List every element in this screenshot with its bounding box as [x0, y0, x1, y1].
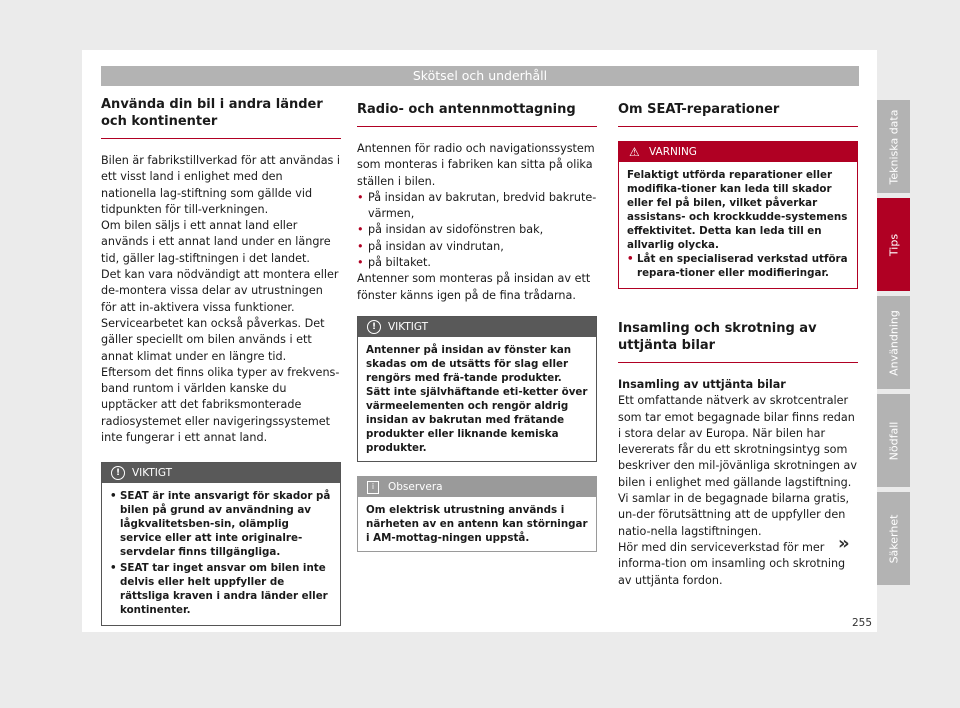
paragraph: Ett omfattande nätverk av skrotcentraler som tar emot begagnade bilar finns redan i stora delar av Europa. När bilen har levererats får du ett skrotningsintyg som beskriver den mil-jövänliga skrotningen av bilen i enlighet med gällande lagstiftning. [618, 394, 857, 489]
paragraph: Hör med din serviceverkstad för mer informa-tion om insamling och skrotning av uttjänta fordon. [618, 540, 846, 587]
notice-header [102, 463, 340, 483]
list-item: • på insidan av vindrutan, [357, 239, 597, 255]
notice-content [102, 483, 340, 625]
list-item: • på biltaket. [357, 255, 597, 271]
warning-content [619, 162, 857, 288]
warning-text: Felaktigt utförda reparationer eller modifika-tioner kan leda till skador eller fel på bilen, vilket påverkar assistans- och krockkudde-systemens effektivitet. Detta kan leda till en allvarlig olycka. [627, 169, 848, 251]
paragraph: Om bilen säljs i ett annat land eller används i ett annat land under en längre tid, gäller lag-stiftningen i det landet. [101, 219, 331, 265]
tab-anvandning[interactable]: Användning [877, 296, 910, 389]
column-3 [618, 96, 858, 589]
chapter-header: Skötsel och underhåll [101, 66, 859, 86]
column-2 [357, 96, 597, 552]
notice-item: • SEAT är inte ansvarigt för skador på bilen på grund av användning av lågkvalitetsben-sin, olämplig service eller att inte originalre-servdelar finns tillgängliga. [110, 490, 331, 559]
info-circle-icon: ! [111, 466, 125, 480]
tab-tips[interactable]: Tips [877, 198, 910, 291]
bullet-icon: • [627, 253, 634, 265]
info-circle-icon: ! [367, 320, 381, 334]
antenna-location-list [357, 190, 597, 271]
bullet-icon: • [110, 562, 117, 575]
notice-label: VIKTIGT [132, 467, 173, 480]
bullet-icon: • [357, 223, 364, 237]
column-1 [101, 96, 341, 626]
section-title-repairs: Om SEAT-reparationer [618, 96, 858, 127]
notice-text: Antenner på insidan av fönster kan skadas om de utsätts för slag eller rengörs med frä-tande produkter. Sätt inte självhäftande eti-ketter över värmeelementen och rengör aldrig insidan av bakrutan med frätande produkter eller liknande kemiska produkter. [366, 343, 588, 454]
tab-sakerhet[interactable]: Säkerhet [877, 492, 910, 585]
section-title-scrapping: Insamling och skrotning av uttjänta bilar [618, 315, 858, 363]
section-body [618, 393, 858, 589]
paragraph: Det kan vara nödvändigt att montera eller de-montera vissa delar av utrustningen för att in-aktivera vissa funktioner. Servicearbetet kan också påverkas. Det gäller speciellt om bilen används i ett annat klimat under en längre tid. [101, 268, 339, 363]
warning-triangle-icon: ⚠ [629, 145, 640, 159]
bullet-icon: • [357, 239, 364, 253]
observe-text: Om elektrisk utrustning används i närheten av en antenn kan störningar i AM-mottag-ningen uppstå. [366, 503, 588, 544]
notice-label: VIKTIGT [388, 320, 429, 333]
observe-content [358, 497, 596, 551]
tab-tekniska-data[interactable]: Tekniska data [877, 100, 910, 193]
note-icon: i [367, 481, 379, 494]
observe-label: Observera [388, 480, 443, 493]
notice-box [357, 316, 597, 462]
observe-header [358, 477, 596, 497]
tab-nodfall[interactable]: Nödfall [877, 394, 910, 487]
paragraph: Antenner som monteras på insidan av ett fönster känns igen på de fina trådarna. [357, 272, 591, 302]
continued-arrow-icon: » [838, 533, 850, 554]
paragraph: Vi samlar in de begagnade bilarna gratis, un-der förutsättning att de uppfyller den natio-nella lagstiftningen. [618, 492, 850, 538]
subsection-title: Insamling av uttjänta bilar [618, 378, 786, 391]
page-number: 255 [852, 617, 873, 629]
paragraph: Antennen för radio och navigationssystem som monteras i fabriken kan sitta på olika ställen i bilen. [357, 142, 595, 188]
warning-header [619, 142, 857, 162]
list-item: • På insidan av bakrutan, bredvid bakrute-värmen, [357, 190, 597, 221]
bullet-icon: • [110, 490, 117, 503]
warning-box [618, 141, 858, 289]
warning-item: • Låt en specialiserad verkstad utföra repara-tioner eller modifieringar. [627, 253, 848, 279]
warning-label: VARNING [649, 146, 697, 158]
notice-content [358, 337, 596, 461]
notice-item: • SEAT tar inget ansvar om bilen inte delvis eller helt uppfyller de rättsliga kraven i andra länder eller kontinenter. [110, 562, 328, 617]
section-title-other-countries: Använda din bil i andra länder och kontinenter [101, 96, 341, 139]
section-title-radio: Radio- och antennmottagning [357, 96, 597, 127]
section-body [101, 153, 341, 446]
list-item: • på insidan av sidofönstren bak, [357, 222, 597, 238]
notice-box [101, 462, 341, 626]
paragraph: Bilen är fabrikstillverkad för att användas i ett visst land i enlighet med den nationella lag-stiftning som gällde vid tidpunkten för till-verkningen. [101, 154, 341, 216]
observe-box [357, 476, 597, 552]
section-body [357, 141, 597, 304]
bullet-icon: • [357, 256, 364, 270]
paragraph: Eftersom det finns olika typer av frekvens-band runtom i världen kanske du upptäcker att det fabriksmonterade radiosystemet eller navigeringssystemet inte fungerar i ett annat land. [101, 365, 340, 445]
bullet-icon: • [357, 190, 364, 204]
notice-header [358, 317, 596, 337]
